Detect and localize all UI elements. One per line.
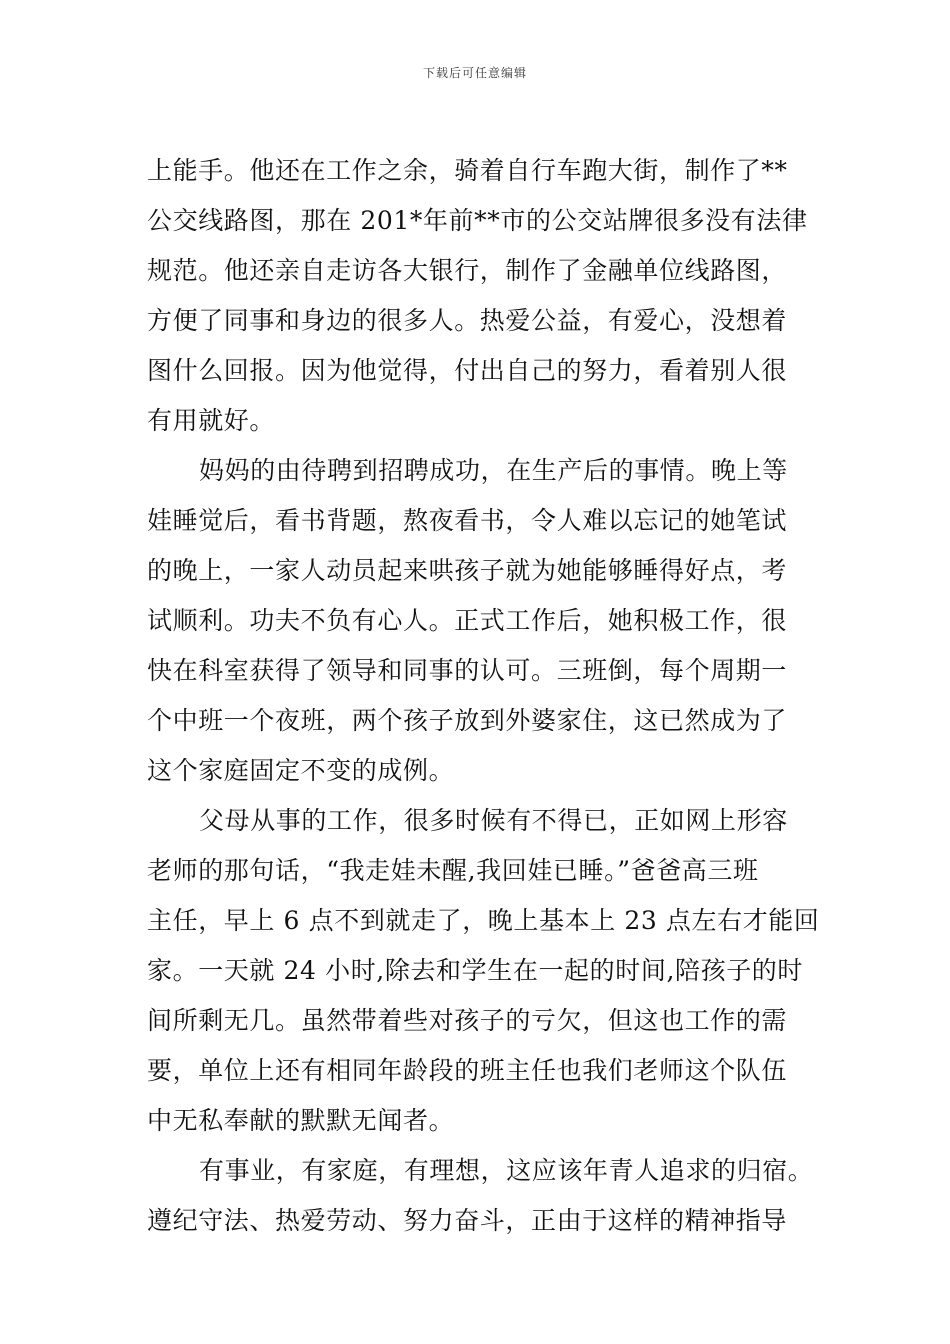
text-line: 间所剩无几。虽然带着些对孩子的亏欠，但这也工作的需 [147,1006,788,1035]
paragraph-start-line: 有事业，有家庭，有理想，这应该年青人追求的归宿。 [199,1156,814,1185]
text-line: 家。一天就 24 小时,除去和学生在一起的时间,陪孩子的时 [147,956,804,985]
text-line: 中无私奉献的默默无闻者。 [147,1106,455,1135]
text-line: 娃睡觉后，看书背题，熬夜看书，令人难以忘记的她笔试 [147,506,788,535]
text-line: 个中班一个夜班，两个孩子放到外婆家住，这已然成为了 [147,706,788,735]
text-line: 要，单位上还有相同年龄段的班主任也我们老师这个队伍 [147,1056,788,1085]
paragraph-start-line: 父母从事的工作，很多时候有不得已，正如网上形容 [199,806,788,835]
text-line: 方便了同事和身边的很多人。热爱公益，有爱心，没想着 [147,306,788,335]
text-line: 这个家庭固定不变的成例。 [147,756,455,785]
body-text [147,146,820,1246]
text-line: 试顺利。功夫不负有心人。正式工作后，她积极工作，很 [147,606,788,635]
paragraph-start-line: 妈妈的由待聘到招聘成功，在生产后的事情。晚上等 [199,456,788,485]
text-line: 有用就好。 [147,406,276,435]
text-line: 图什么回报。因为他觉得，付出自己的努力，看着别人很 [147,356,788,385]
text-line: 的晚上，一家人动员起来哄孩子就为她能够睡得好点，考 [147,556,788,585]
text-line: 老师的那句话，“我走娃未醒,我回娃已睡。”爸爸高三班 [147,856,759,885]
text-line: 上能手。他还在工作之余，骑着自行车跑大街，制作了** [147,156,788,185]
header-note: 下载后可任意编辑 [422,66,527,80]
text-line: 遵纪守法、热爱劳动、努力奋斗，正由于这样的精神指导 [147,1206,788,1235]
text-line: 快在科室获得了领导和同事的认可。三班倒，每个周期一 [147,656,788,685]
text-line: 公交线路图，那在 201*年前**市的公交站牌很多没有法律 [147,206,808,235]
text-line: 主任，早上 6 点不到就走了，晚上基本上 23 点左右才能回 [147,906,820,935]
text-line: 规范。他还亲自走访各大银行，制作了金融单位线路图， [147,256,788,285]
